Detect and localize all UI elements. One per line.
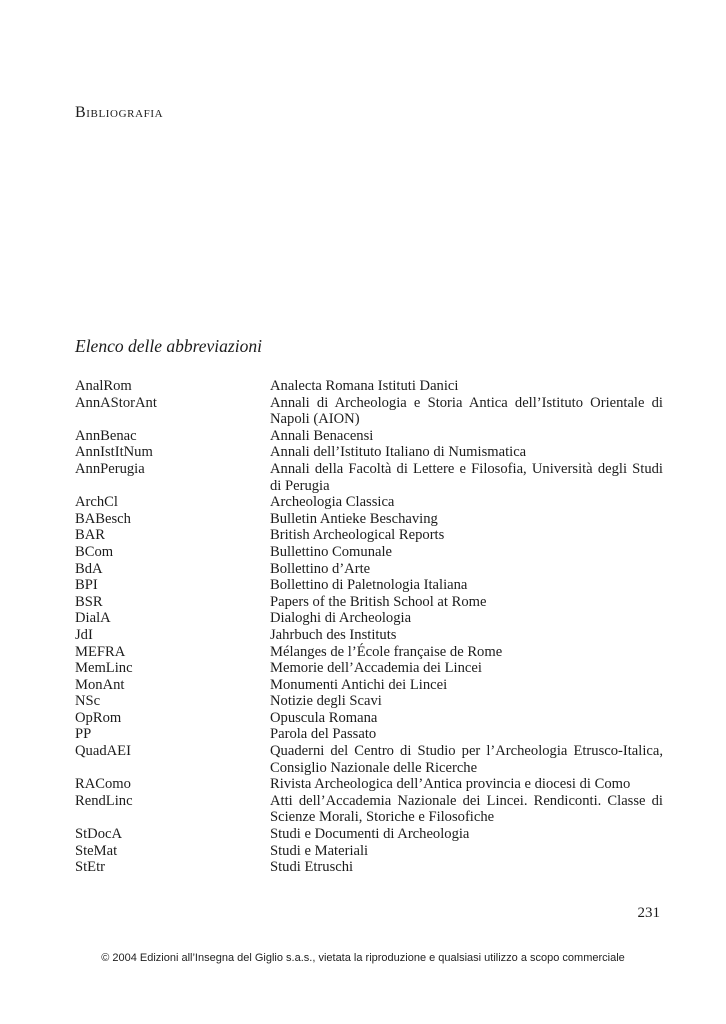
abbreviation-row: [75, 644, 663, 661]
abbreviation-row: [75, 693, 663, 710]
abbreviation-definition: Quaderni del Centro di Studio per l’Archeologia Etrusco-Italica, Consiglio Nazionale delle Ricerche: [270, 743, 663, 776]
abbreviation-definition: Studi e Materiali: [270, 842, 369, 859]
abbreviation-term: PP: [75, 726, 92, 743]
abbreviation-term: StDocA: [75, 826, 123, 843]
abbreviation-term: AnnIstItNum: [75, 444, 153, 461]
abbreviation-term: MonAnt: [75, 676, 125, 693]
abbreviation-term: DialA: [75, 610, 111, 627]
abbreviation-term: BCom: [75, 543, 114, 560]
abbreviation-row: [75, 826, 663, 843]
abbreviation-term: NSc: [75, 693, 101, 710]
abbreviation-definition: Dialoghi di Archeologia: [270, 610, 412, 627]
abbreviation-row: [75, 859, 663, 876]
abbreviation-row: [75, 627, 663, 644]
abbreviation-definition: Atti dell’Accademia Nazionale dei Lincei. Rendiconti. Classe di Scienze Morali, Storiche e Filosofiche: [270, 792, 663, 826]
abbreviation-row: [75, 444, 663, 461]
abbreviation-definition: Analecta Romana Istituti Danici: [270, 378, 459, 394]
abbreviation-term: RendLinc: [75, 792, 133, 809]
abbreviation-definition: Studi e Documenti di Archeologia: [270, 826, 470, 843]
abbreviation-term: BSR: [75, 593, 103, 610]
abbreviation-row: [75, 378, 663, 395]
abbreviation-definition: Bollettino di Paletnologia Italiana: [270, 577, 468, 594]
abbreviation-row: [75, 577, 663, 594]
page-number: 231: [637, 905, 660, 921]
abbreviation-definition: Annali dell’Istituto Italiano di Numismatica: [270, 444, 527, 461]
abbreviation-term: AnnPerugia: [75, 460, 145, 477]
abbreviation-definition: Annali della Facoltà di Lettere e Filosofia, Università degli Studi di Perugia: [270, 460, 663, 494]
abbreviation-term: MemLinc: [75, 660, 133, 677]
abbreviation-definition: Annali di Archeologia e Storia Antica dell’Istituto Orientale di Napoli (AION): [270, 394, 663, 428]
abbreviation-term: BABesch: [75, 510, 131, 527]
abbreviation-definition: Memorie dell’Accademia dei Lincei: [270, 660, 482, 677]
abbreviation-definition: Bollettino d’Arte: [270, 560, 371, 577]
abbreviation-definition: Notizie degli Scavi: [270, 693, 382, 710]
abbreviation-row: [75, 461, 663, 494]
abbreviation-definition: Archeologia Classica: [270, 494, 395, 511]
copyright-footer: © 2004 Edizioni all’Insegna del Giglio s.a.s., vietata la riproduzione e qualsiasi utilizzo a scopo commerciale: [101, 952, 625, 964]
abbreviation-row: [75, 743, 663, 776]
abbreviation-row: [75, 610, 663, 627]
abbreviation-row: [75, 544, 663, 561]
abbreviation-definition: Mélanges de l’École française de Rome: [270, 643, 503, 660]
abbreviation-definition: Bulletin Antieke Beschaving: [270, 510, 438, 527]
abbreviation-row: [75, 726, 663, 743]
abbreviation-definition: Monumenti Antichi dei Lincei: [270, 676, 448, 693]
abbreviation-row: [75, 428, 663, 445]
abbreviation-term: RAComo: [75, 776, 131, 793]
abbreviation-definition: Rivista Archeologica dell’Antica provincia e diocesi di Como: [270, 776, 631, 793]
abbreviation-row: [75, 776, 663, 793]
abbreviation-definition: British Archeological Reports: [270, 527, 445, 544]
abbreviation-term: OpRom: [75, 709, 122, 726]
abbreviation-term: ArchCl: [75, 494, 118, 511]
abbreviation-row: [75, 594, 663, 611]
abbreviation-definition: Opuscula Romana: [270, 709, 378, 726]
abbreviation-row: [75, 494, 663, 511]
abbreviation-row: [75, 527, 663, 544]
abbreviation-term: BdA: [75, 560, 103, 577]
abbreviation-definition: Papers of the British School at Rome: [270, 593, 487, 610]
section-title: Elenco delle abbreviazioni: [75, 336, 262, 356]
abbreviation-term: StEtr: [75, 859, 105, 876]
abbreviation-term: SteMat: [75, 842, 118, 859]
abbreviation-row: [75, 660, 663, 677]
abbreviation-row: [75, 793, 663, 826]
abbreviation-definition: Parola del Passato: [270, 726, 377, 743]
abbreviation-definition: Annali Benacensi: [270, 427, 374, 444]
abbreviation-row: [75, 561, 663, 578]
abbreviation-definition: Bullettino Comunale: [270, 543, 393, 560]
abbreviation-term: BAR: [75, 527, 106, 544]
abbreviation-term: MEFRA: [75, 643, 126, 660]
running-header: Bibliografia: [75, 104, 164, 121]
abbreviation-list: [75, 378, 663, 876]
abbreviation-term: AnalRom: [75, 378, 132, 394]
abbreviation-term: BPI: [75, 577, 98, 594]
abbreviation-term: AnnAStorAnt: [75, 394, 157, 411]
abbreviation-term: AnnBenac: [75, 427, 137, 444]
abbreviation-term: JdI: [75, 626, 93, 643]
abbreviation-row: [75, 710, 663, 727]
abbreviation-definition: Jahrbuch des Instituts: [270, 626, 397, 643]
abbreviation-term: QuadAEI: [75, 743, 131, 760]
abbreviation-row: [75, 843, 663, 860]
abbreviation-row: [75, 677, 663, 694]
abbreviation-definition: Studi Etruschi: [270, 859, 354, 876]
abbreviation-row: [75, 395, 663, 428]
abbreviation-row: [75, 511, 663, 528]
